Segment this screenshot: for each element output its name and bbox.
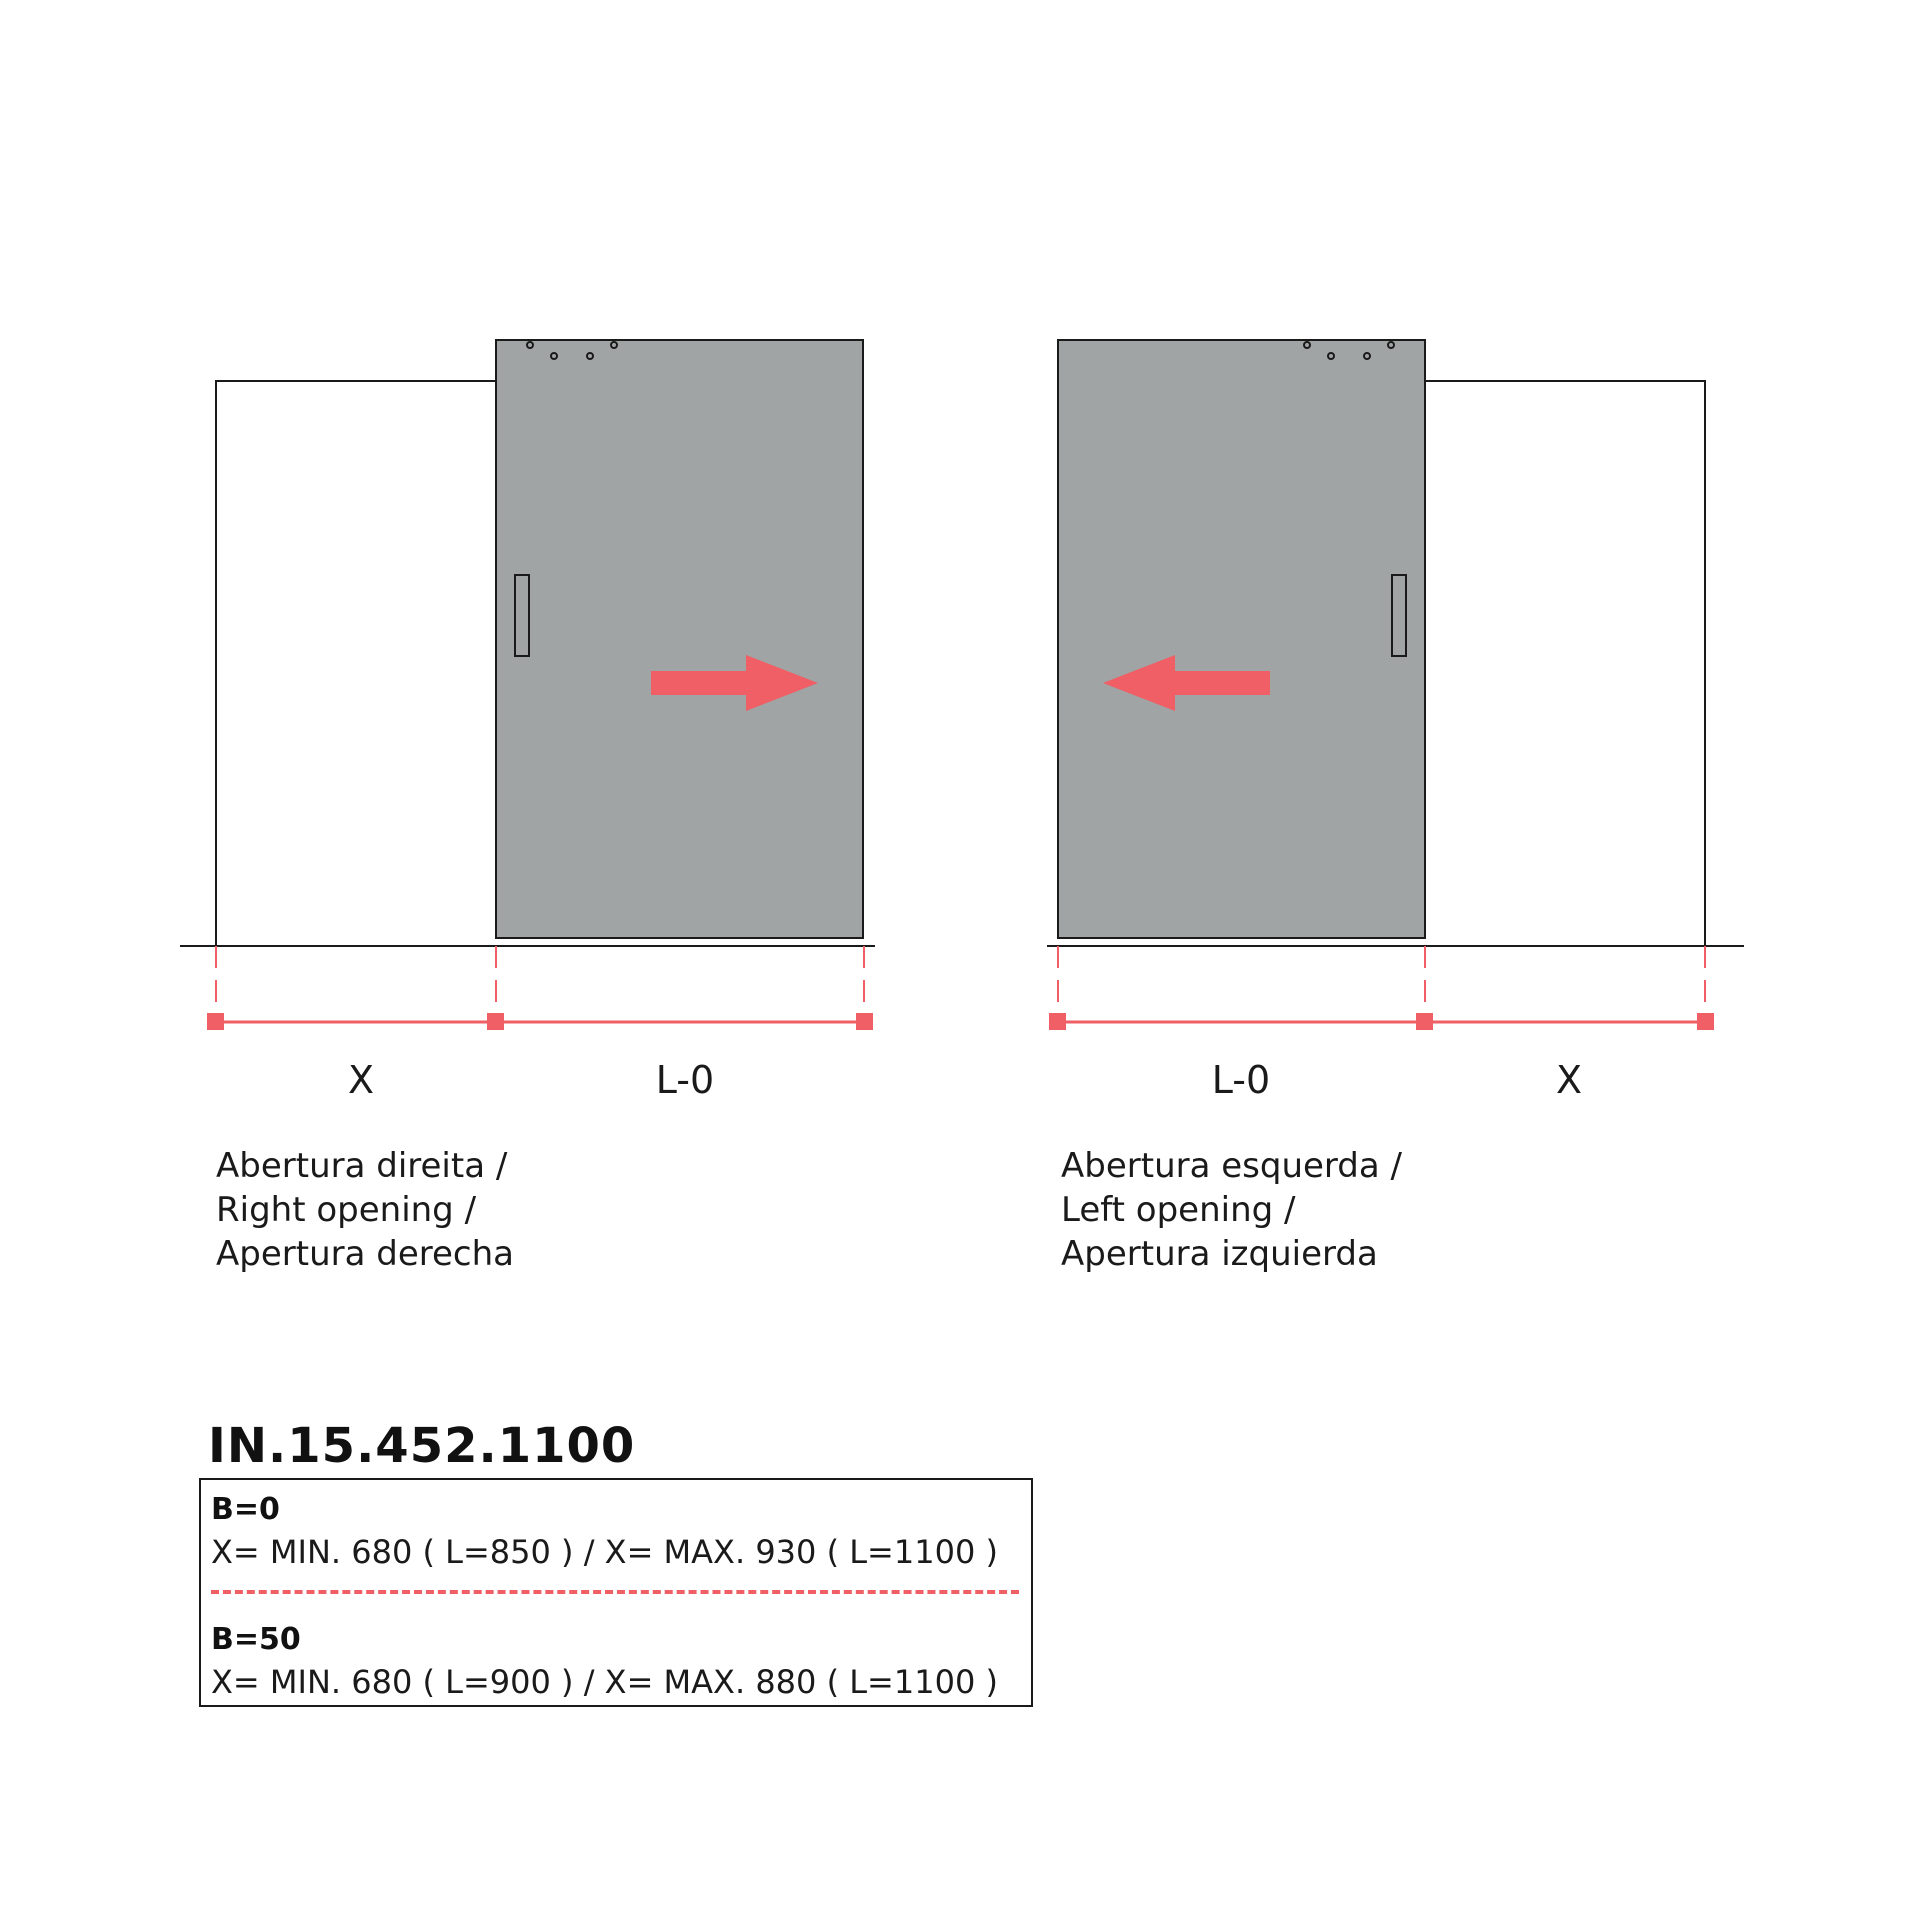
dimension-label-x: X (1555, 1058, 1583, 1102)
dimension-line (1058, 946, 1705, 1022)
spec-text: X= MIN. 680 ( L=900 ) / X= MAX. 880 ( L=1100 ) (211, 1663, 998, 1701)
door-panel (496, 340, 863, 938)
wall-opening (1425, 381, 1705, 946)
dimension-label-l0: L-0 (655, 1058, 715, 1102)
spec-divider (211, 1590, 1019, 1594)
right-diagram (1047, 340, 1744, 1030)
caption-line: Abertura direita / (216, 1146, 508, 1186)
caption-line: Left opening / (1061, 1190, 1296, 1230)
caption-right-opening (216, 1144, 514, 1276)
door-panel (1058, 340, 1425, 938)
product-code: IN.15.452.1100 (208, 1418, 636, 1474)
dimension-label-l0: L-0 (1211, 1058, 1271, 1102)
spec-heading: B=50 (211, 1622, 301, 1657)
caption-line: Apertura derecha (216, 1234, 514, 1274)
spec-box (199, 1478, 1033, 1707)
caption-left-opening (1061, 1144, 1402, 1276)
dimension-line (216, 946, 864, 1022)
spec-text: X= MIN. 680 ( L=850 ) / X= MAX. 930 ( L=1100 ) (211, 1533, 998, 1571)
wall-opening (216, 381, 496, 946)
spec-heading: B=0 (211, 1492, 280, 1527)
caption-line: Right opening / (216, 1190, 477, 1230)
caption-line: Abertura esquerda / (1061, 1146, 1402, 1186)
left-diagram (180, 340, 875, 1030)
dimension-label-x: X (347, 1058, 375, 1102)
caption-line: Apertura izquierda (1061, 1234, 1378, 1274)
